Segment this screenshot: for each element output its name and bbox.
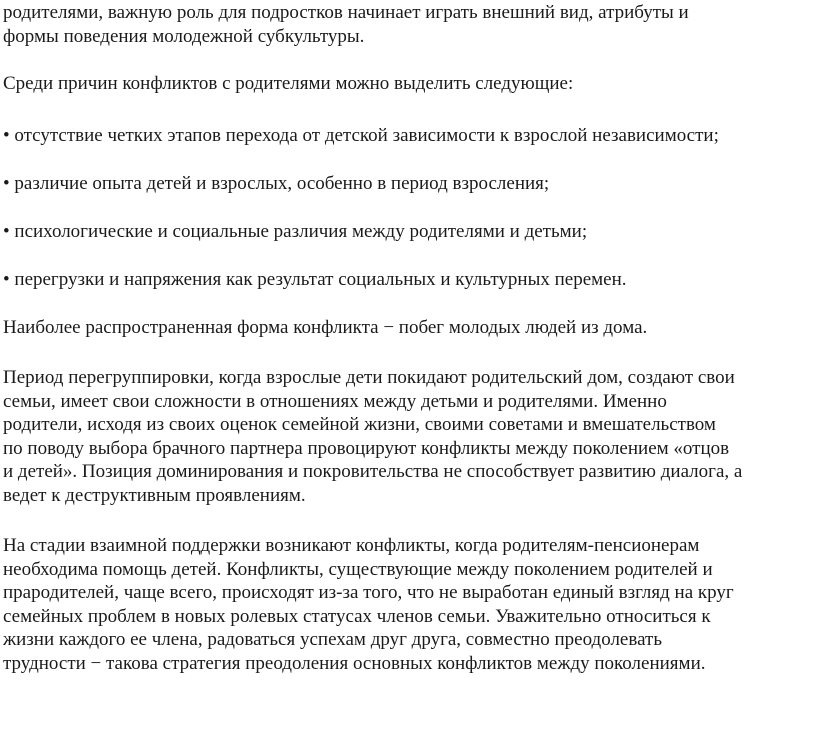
text-line: семьи, имеет свои сложности в отношениях между детьми и родителями. Именно xyxy=(3,390,667,412)
paragraph-mutual-support xyxy=(3,534,815,675)
bullet-item xyxy=(3,124,815,148)
paragraph-common-form xyxy=(3,316,815,340)
text-line: Наиболее распространенная форма конфликта − побег молодых людей из дома. xyxy=(3,317,648,338)
text-line: родителями, важную роль для подростков начинает играть внешний вид, атрибуты и xyxy=(3,2,689,23)
text-line: • перегрузки и напряжения как результат социальных и культурных перемен. xyxy=(3,269,627,290)
paragraph-causes-heading xyxy=(3,72,815,96)
text-line: прародителей, чаще всего, происходят из-за того, что не выработан единый взгляд на круг xyxy=(3,582,734,603)
text-line: и детей». Позиция доминирования и покровительства не способствует развитию диалога, а xyxy=(3,461,743,482)
text-line: Период перегруппировки, когда взрослые дети покидают родительский дом, создают свои xyxy=(3,367,735,388)
bullet-item xyxy=(3,220,815,244)
bullet-item xyxy=(3,268,815,292)
text-line: На стадии взаимной поддержки возникают конфликты, когда родителям-пенсионерам xyxy=(3,535,700,556)
bullet-item xyxy=(3,172,815,196)
text-line: • психологические и социальные различия между родителями и детьми; xyxy=(3,221,588,242)
text-line: формы поведения молодежной субкультуры. xyxy=(3,25,365,47)
text-line: по поводу выбора брачного партнера провоцируют конфликты между поколением «отцов xyxy=(3,437,730,459)
text-line: жизни каждого ее члена, радоваться успехам друг друга, совместно преодолевать xyxy=(3,629,662,650)
text-line: • отсутствие четких этапов перехода от детской зависимости к взрослой независимости; xyxy=(3,125,719,146)
paragraph-intro xyxy=(3,1,815,48)
text-line: • различие опыта детей и взрослых, особенно в период взросления; xyxy=(3,173,550,194)
text-line: трудности − такова стратегия преодоления основных конфликтов между поколениями. xyxy=(3,652,706,674)
text-line: семейных проблем в новых ролевых статусах членов семьи. Уважительно относиться к xyxy=(3,605,711,627)
text-line: родители, исходя из своих оценок семейной жизни, своими советами и вмешательством xyxy=(3,414,716,435)
text-line: необходима помощь детей. Конфликты, существующие между поколением родителей и xyxy=(3,558,713,580)
text-line: Среди причин конфликтов с родителями можно выделить следующие: xyxy=(3,73,574,94)
paragraph-regrouping xyxy=(3,366,815,507)
text-line: ведет к деструктивным проявлениям. xyxy=(3,484,306,506)
